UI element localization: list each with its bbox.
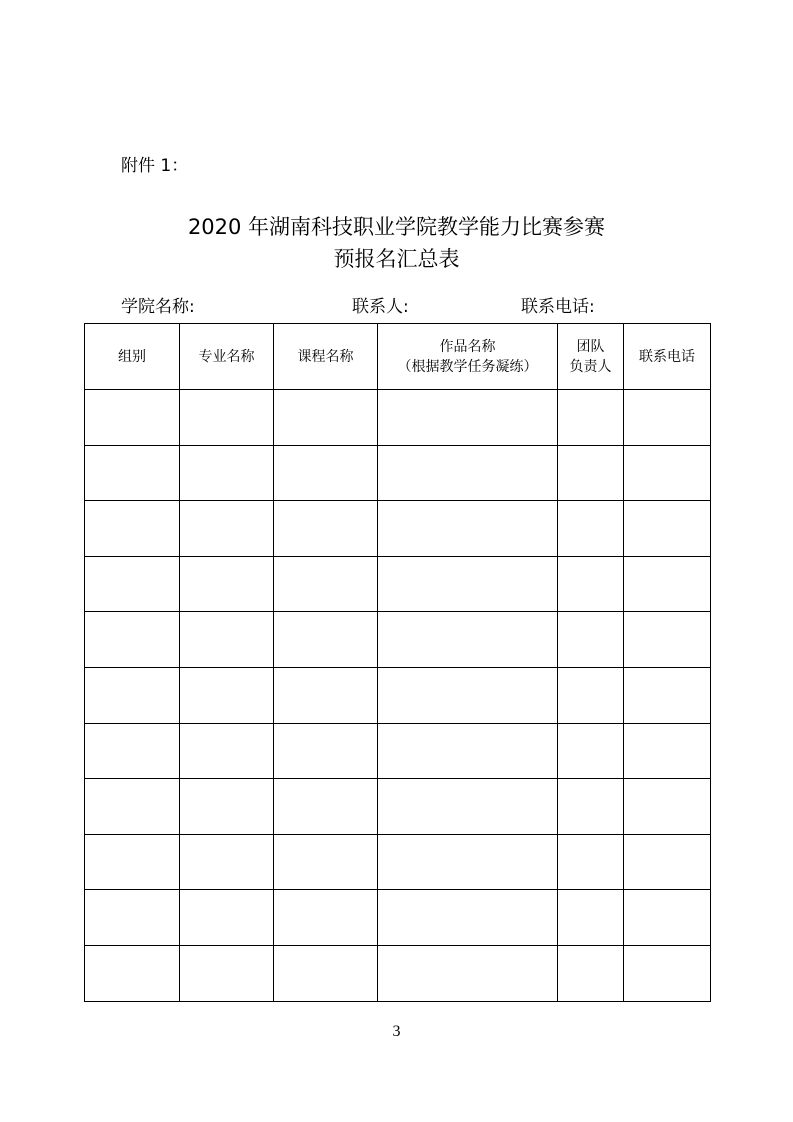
work-title-cell[interactable] xyxy=(378,667,558,723)
work-title-cell[interactable] xyxy=(378,834,558,890)
course-cell[interactable] xyxy=(274,723,378,779)
table-row xyxy=(85,390,711,446)
table-row xyxy=(85,501,711,557)
header-work-title xyxy=(378,324,558,390)
table-row xyxy=(85,779,711,835)
team-leader-cell[interactable] xyxy=(558,501,624,557)
phone-cell[interactable] xyxy=(624,390,711,446)
table-row xyxy=(85,723,711,779)
team-leader-cell[interactable] xyxy=(558,779,624,835)
work-title-cell[interactable] xyxy=(378,445,558,501)
phone-cell[interactable] xyxy=(624,890,711,946)
major-cell[interactable] xyxy=(180,390,274,446)
major-cell[interactable] xyxy=(180,612,274,668)
phone-cell[interactable] xyxy=(624,834,711,890)
group-cell[interactable] xyxy=(85,945,180,1001)
group-cell[interactable] xyxy=(85,445,180,501)
team-leader-cell[interactable] xyxy=(558,612,624,668)
work-title-cell[interactable] xyxy=(378,390,558,446)
course-cell[interactable] xyxy=(274,779,378,835)
course-cell[interactable] xyxy=(274,945,378,1001)
group-cell[interactable] xyxy=(85,556,180,612)
course-cell[interactable] xyxy=(274,501,378,557)
major-cell[interactable] xyxy=(180,501,274,557)
team-leader-cell[interactable] xyxy=(558,723,624,779)
major-cell[interactable] xyxy=(180,556,274,612)
table-row xyxy=(85,612,711,668)
table-row xyxy=(85,445,711,501)
table-row xyxy=(85,945,711,1001)
work-title-cell[interactable] xyxy=(378,779,558,835)
group-cell[interactable] xyxy=(85,779,180,835)
group-cell[interactable] xyxy=(85,667,180,723)
table-header-row xyxy=(85,324,711,390)
group-cell[interactable] xyxy=(85,390,180,446)
document-title-line-1: 2020 年湖南科技职业学院教学能力比赛参赛 xyxy=(187,215,606,239)
team-leader-cell[interactable] xyxy=(558,834,624,890)
phone-cell[interactable] xyxy=(624,945,711,1001)
page-number: 3 xyxy=(392,1023,401,1040)
header-group: 组别 xyxy=(85,324,180,390)
major-cell[interactable] xyxy=(180,667,274,723)
table-row xyxy=(85,834,711,890)
team-leader-cell[interactable] xyxy=(558,390,624,446)
college-name-label: 学院名称: xyxy=(121,297,195,317)
table-row xyxy=(85,556,711,612)
major-cell[interactable] xyxy=(180,723,274,779)
team-leader-cell[interactable] xyxy=(558,890,624,946)
major-cell[interactable] xyxy=(180,779,274,835)
work-title-cell[interactable] xyxy=(378,556,558,612)
contact-phone-label: 联系电话: xyxy=(521,297,595,317)
group-cell[interactable] xyxy=(85,834,180,890)
course-cell[interactable] xyxy=(274,667,378,723)
group-cell[interactable] xyxy=(85,612,180,668)
team-leader-cell[interactable] xyxy=(558,945,624,1001)
phone-cell[interactable] xyxy=(624,723,711,779)
major-cell[interactable] xyxy=(180,445,274,501)
phone-cell[interactable] xyxy=(624,501,711,557)
phone-cell[interactable] xyxy=(624,445,711,501)
major-cell[interactable] xyxy=(180,890,274,946)
header-work-title-note: （根据教学任务凝练） xyxy=(397,358,538,375)
course-cell[interactable] xyxy=(274,556,378,612)
phone-cell[interactable] xyxy=(624,779,711,835)
header-team-leader-line-1: 团队 xyxy=(576,338,605,355)
team-leader-cell[interactable] xyxy=(558,445,624,501)
header-major: 专业名称 xyxy=(180,324,274,390)
registration-table xyxy=(84,323,711,1002)
header-work-title-main: 作品名称 xyxy=(439,338,496,355)
phone-cell[interactable] xyxy=(624,612,711,668)
course-cell[interactable] xyxy=(274,390,378,446)
course-cell[interactable] xyxy=(274,612,378,668)
work-title-cell[interactable] xyxy=(378,612,558,668)
work-title-cell[interactable] xyxy=(378,501,558,557)
major-cell[interactable] xyxy=(180,945,274,1001)
header-team-leader-line-2: 负责人 xyxy=(569,358,612,375)
team-leader-cell[interactable] xyxy=(558,556,624,612)
work-title-cell[interactable] xyxy=(378,945,558,1001)
course-cell[interactable] xyxy=(274,445,378,501)
team-leader-cell[interactable] xyxy=(558,667,624,723)
course-cell[interactable] xyxy=(274,834,378,890)
group-cell[interactable] xyxy=(85,501,180,557)
major-cell[interactable] xyxy=(180,834,274,890)
attachment-label: 附件 1： xyxy=(121,156,189,176)
document-title-line-2: 预报名汇总表 xyxy=(333,247,460,271)
phone-cell[interactable] xyxy=(624,667,711,723)
group-cell[interactable] xyxy=(85,723,180,779)
phone-cell[interactable] xyxy=(624,556,711,612)
table-body xyxy=(85,390,711,1002)
contact-person-label: 联系人: xyxy=(352,297,409,317)
table-row xyxy=(85,667,711,723)
group-cell[interactable] xyxy=(85,890,180,946)
work-title-cell[interactable] xyxy=(378,723,558,779)
course-cell[interactable] xyxy=(274,890,378,946)
work-title-cell[interactable] xyxy=(378,890,558,946)
header-team-leader xyxy=(558,324,624,390)
header-course: 课程名称 xyxy=(274,324,378,390)
header-phone: 联系电话 xyxy=(624,324,711,390)
table-row xyxy=(85,890,711,946)
